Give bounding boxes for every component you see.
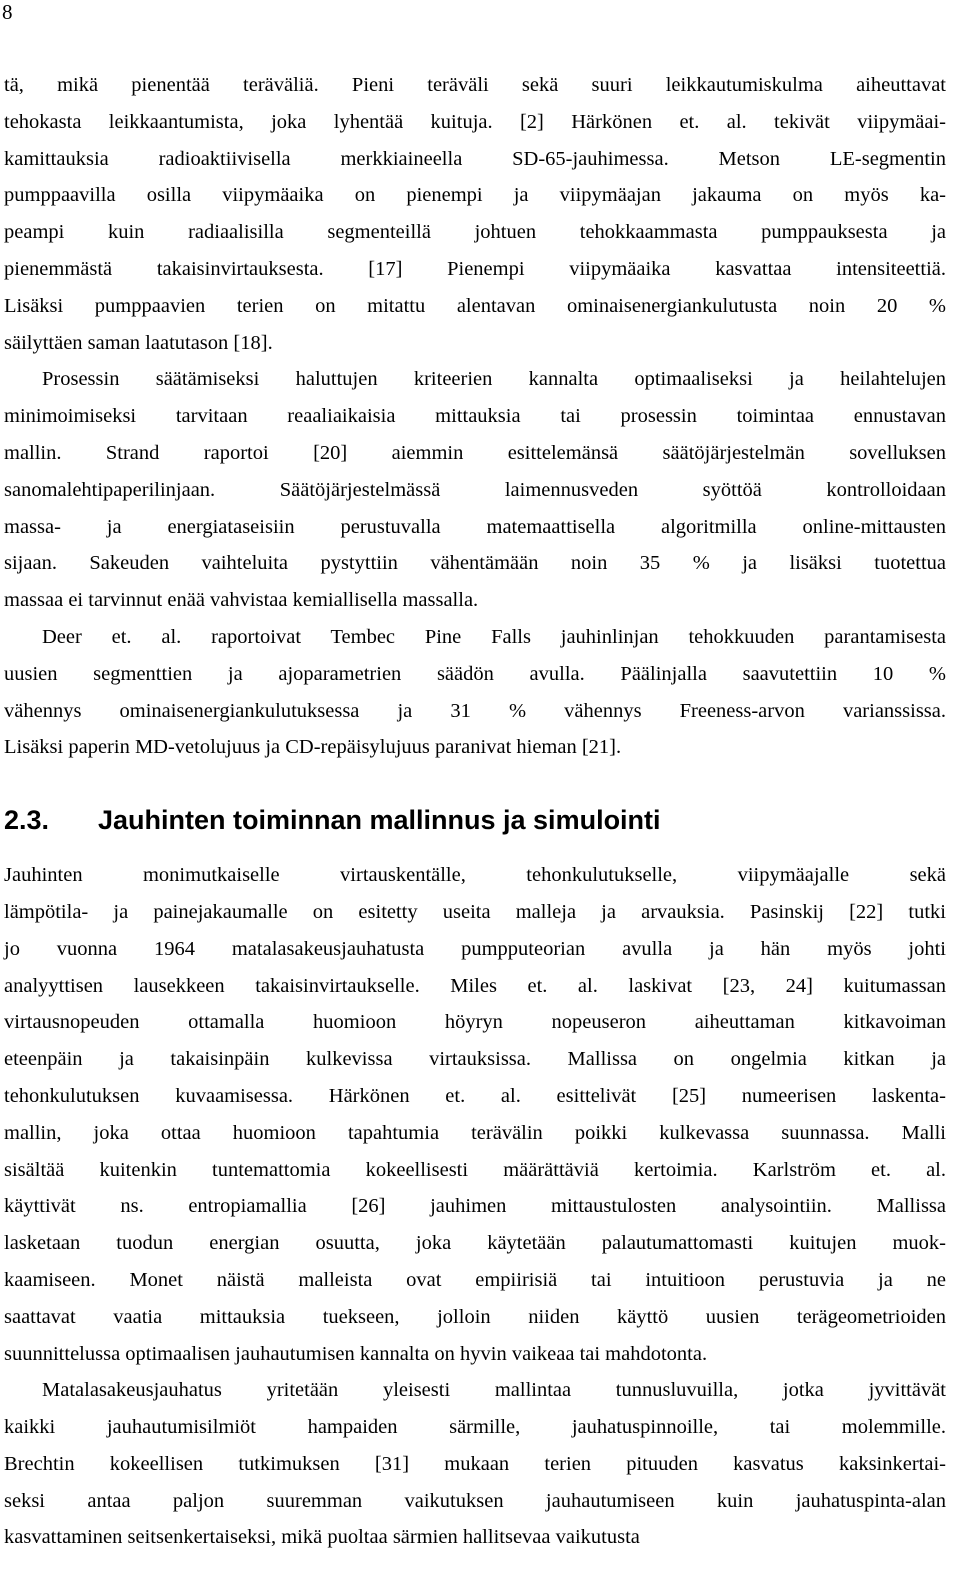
text-line: kasvattaminen seitsenkertaiseksi, mikä puoltaa särmien hallitsevaa vaikutusta (4, 1526, 640, 1549)
text-line: Lisäksi pumppaavien terien on mitattu alentavan ominaisenergiankulutusta noin 20 % (4, 294, 946, 317)
text-line: peampi kuin radiaalisilla segmenteillä johtuen tehokkaammasta pumppauksesta ja (4, 221, 946, 244)
text-line: mallin, joka ottaa huomioon tapahtumia terävälin poikki kulkevassa suunnassa. Malli (4, 1121, 946, 1144)
text-line: kamittauksia radioaktiivisella merkkiaineella SD-65-jauhimessa. Metson LE-segmentin (4, 147, 946, 170)
text-line: Prosessin säätämiseksi haluttujen kriteerien kannalta optimaaliseksi ja heilahtelujen (42, 368, 946, 391)
text-line: tehonkulutuksen kuvaamisessa. Härkönen et. al. esittelivät [25] numeerisen laskenta- (4, 1084, 946, 1107)
page-content (4, 67, 946, 1556)
text-line: saattavat vaatia mittauksia tuekseen, jolloin niiden käyttö uusien terägeometrioiden (4, 1305, 946, 1328)
text-line: tehokasta leikkaantumista, joka lyhentää kuituja. [2] Härkönen et. al. tekivät viipymäai- (4, 110, 946, 133)
text-line: lasketaan tuodun energian osuutta, joka käytetään palautumattomasti kuitujen muok- (4, 1232, 946, 1255)
text-line: Jauhinten monimutkaiselle virtauskentälle, tehonkulutukselle, viipymäajalle sekä (4, 864, 946, 887)
text-line: Lisäksi paperin MD-vetolujuus ja CD-repäisylujuus paranivat hieman [21]. (4, 736, 622, 759)
text-line: mallin. Strand raportoi [20] aiemmin esittelemänsä säätöjärjestelmän sovelluksen (4, 441, 946, 464)
section-heading (4, 803, 946, 837)
text-line: sijaan. Sakeuden vaihteluita pystyttiin vähentämään noin 35 % ja lisäksi tuotettua (4, 552, 946, 575)
text-line: uusien segmenttien ja ajoparametrien säädön avulla. Päälinjalla saavutettiin 10 % (4, 662, 946, 685)
text-line: minimoimiseksi tarvitaan reaaliaikaisia mittauksia tai prosessin toimintaa ennustavan (4, 405, 946, 428)
text-line: analyyttisen lausekkeen takaisinvirtaukselle. Miles et. al. laskivat [23, 24] kuitumassan (4, 974, 946, 997)
text-line: jo vuonna 1964 matalasakeusjauhatusta pumpputeorian avulla ja hän myös johti (4, 937, 946, 960)
paragraph-4 (4, 857, 946, 1372)
text-line: lämpötila- ja painejakaumalle on esitetty useita malleja ja arvauksia. Pasinskij [22] tutki (4, 900, 946, 923)
section-title: Jauhinten toiminnan mallinnus ja simulointi (98, 805, 661, 836)
text-line: massaa ei tarvinnut enää vahvistaa kemiallisella massalla. (4, 589, 479, 612)
text-line: virtausnopeuden ottamalla huomioon höyryn nopeuseron aiheuttaman kitkavoiman (4, 1011, 946, 1034)
text-line: seksi antaa paljon suuremman vaikutuksen jauhautumiseen kuin jauhatuspinta-alan (4, 1489, 946, 1512)
text-line: pienemmästä takaisinvirtauksesta. [17] Pienempi viipymäaika kasvattaa intensiteettiä. (4, 257, 946, 280)
text-line: sanomalehtipaperilinjaan. Säätöjärjestelmässä laimennusveden syöttöä kontrolloidaan (4, 478, 946, 501)
text-line: kaikki jauhautumisilmiöt hampaiden särmille, jauhatuspinnoille, tai molemmille. (4, 1416, 946, 1439)
text-line: kaamiseen. Monet näistä malleista ovat empiirisiä tai intuitioon perustuvia ja ne (4, 1268, 946, 1291)
page-number: 8 (2, 0, 13, 24)
text-line: Matalasakeusjauhatus yritetään yleisesti mallintaa tunnusluvuilla, jotka jyvittävät (42, 1379, 946, 1402)
text-line: vähennys ominaisenergiankulutuksessa ja 31 % vähennys Freeness-arvon varianssissa. (4, 699, 946, 722)
text-line: Deer et. al. raportoivat Tembec Pine Falls jauhinlinjan tehokkuuden parantamisesta (42, 625, 946, 648)
paragraph-1 (4, 67, 946, 361)
text-line: käyttivät ns. entropiamallia [26] jauhimen mittaustulosten analysointiin. Mallissa (4, 1195, 946, 1218)
text-line: sisältää kuitenkin tuntemattomia kokeellisesti määrättäviä kertoimia. Karlström et. al. (4, 1158, 946, 1181)
text-line: säilyttäen saman laatutason [18]. (4, 331, 273, 354)
text-line: pumppaavilla osilla viipymäaika on pienempi ja viipymäajan jakauma on myös ka- (4, 184, 946, 207)
text-line: tä, mikä pienentää teräväliä. Pieni teräväli sekä suuri leikkautumiskulma aiheuttavat (4, 74, 946, 96)
text-line: Brechtin kokeellisen tutkimuksen [31] mukaan terien pituuden kasvatus kaksinkertai- (4, 1452, 946, 1475)
paragraph-3 (4, 619, 946, 766)
text-line: massa- ja energiataseisiin perustuvalla matemaattisella algoritmilla online-mittausten (4, 515, 946, 538)
text-line: suunnittelussa optimaalisen jauhautumisen kannalta on hyvin vaikeaa tai mahdotonta. (4, 1342, 708, 1365)
text-line: eteenpäin ja takaisinpäin kulkevissa virtauksissa. Mallissa on ongelmia kitkan ja (4, 1048, 946, 1071)
paragraph-5 (4, 1372, 946, 1556)
paragraph-2 (4, 361, 946, 619)
section-number: 2.3. (4, 805, 50, 836)
